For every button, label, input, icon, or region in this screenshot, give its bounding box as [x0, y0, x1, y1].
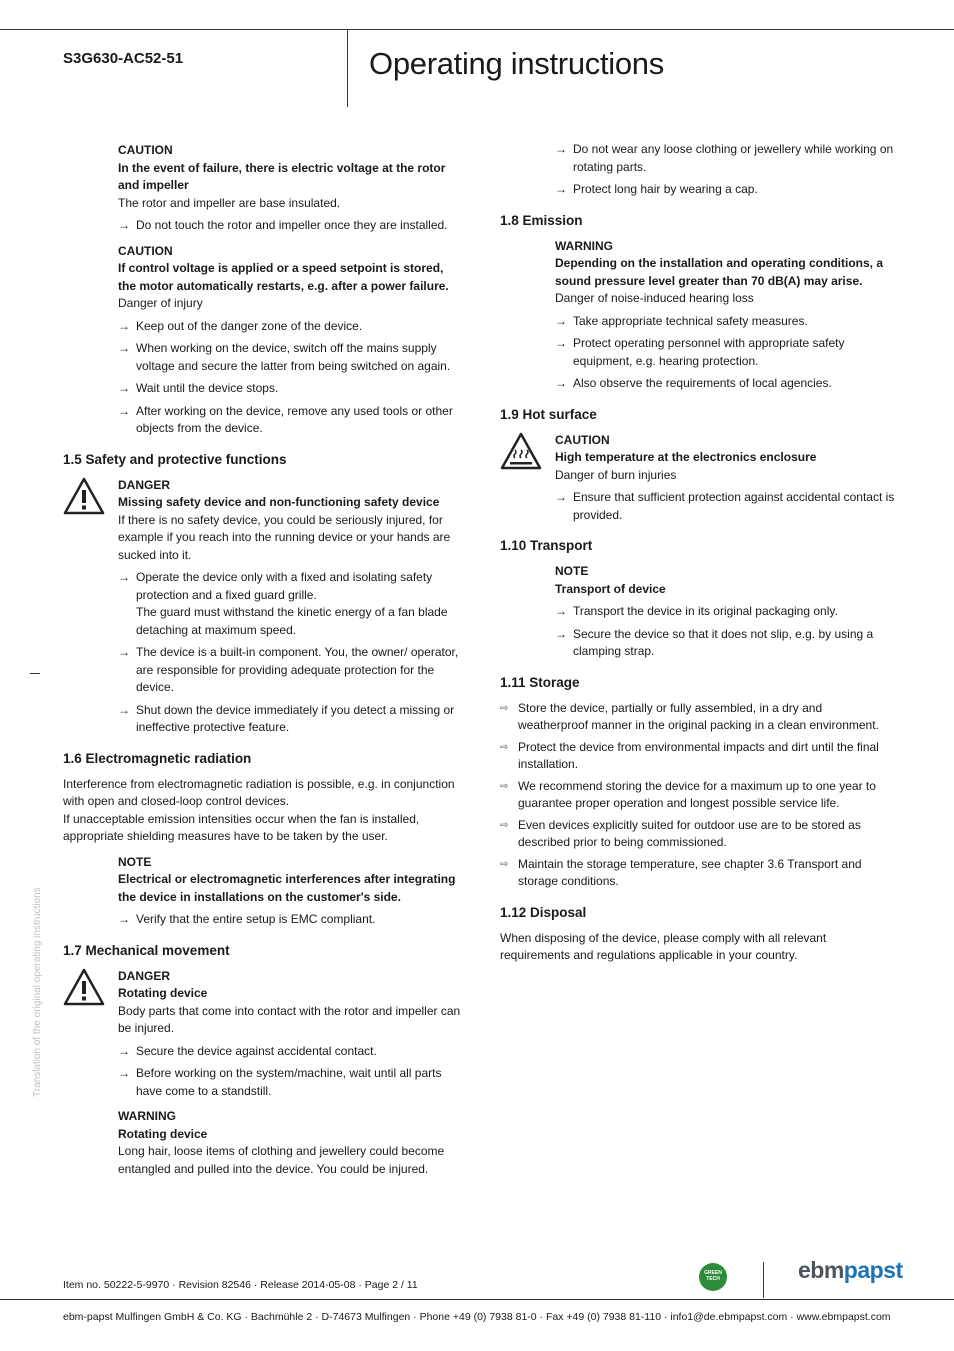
margin-mark [30, 673, 40, 674]
hollow-arrow-icon: ⇨ [500, 858, 509, 870]
caution-text: Danger of burn injuries [555, 467, 677, 482]
item-text: Operate the device only with a fixed and isolating safety protection and a fixed guard grille. [136, 570, 433, 602]
paragraph: Interference from electromagnetic radiation is possible, e.g. in conjunction with open and closed-loop control devices. [63, 776, 455, 808]
note-block-emc [63, 854, 463, 929]
item-text: Protect the device from environmental impacts and dirt until the final installation. [518, 739, 879, 771]
arrow-icon: → [555, 376, 567, 390]
danger-block-rotating [63, 968, 463, 1179]
note-headline: Electrical or electromagnetic interferences after integrating the device in installations on the customer's side. [118, 872, 456, 904]
arrow-icon: → [555, 142, 567, 156]
item-text: Protect long hair by wearing a cap. [573, 182, 758, 196]
section-heading-1-12: 1.12 Disposal [500, 904, 587, 920]
list-item [555, 375, 895, 393]
danger-text: Body parts that come into contact with the rotor and impeller can be injured. [118, 1003, 461, 1035]
item-text: Keep out of the danger zone of the device. [136, 318, 363, 333]
arrow-icon: → [118, 381, 130, 395]
item-text: Ensure that sufficient protection against accidental contact is provided. [573, 490, 895, 522]
list-item [500, 778, 895, 813]
list-item [555, 141, 895, 176]
note-label: NOTE [118, 854, 152, 869]
item-text: Transport the device in its original packaging only. [573, 604, 838, 618]
paragraph: If unacceptable emission intensities occur when the fan is installed, appropriate shielding measures have to be taken by the user. [63, 811, 420, 843]
greentech-label: GREEN TECH [704, 1270, 722, 1282]
list-item [555, 181, 895, 199]
item-text: Secure the device so that it does not slip, e.g. by using a clamping strap. [573, 626, 874, 658]
section-heading-1-5: 1.5 Safety and protective functions [63, 451, 287, 467]
side-note: Translation of the original operating instructions [32, 887, 43, 1097]
left-column [63, 142, 463, 1184]
danger-block-safety [63, 477, 463, 737]
caution-text: Danger of injury [118, 296, 203, 310]
caution-label: CAUTION [555, 432, 610, 447]
arrow-icon: → [555, 313, 567, 328]
header-top-line [0, 29, 954, 30]
caution-label: CAUTION [118, 243, 173, 258]
list-item [500, 700, 895, 735]
item-text: Before working on the system/machine, wait until all parts have come to a standstill. [136, 1066, 442, 1098]
section-heading-1-6: 1.6 Electromagnetic radiation [63, 750, 252, 766]
arrow-icon: → [118, 1066, 130, 1080]
header-divider [347, 29, 348, 107]
caution-label: CAUTION [118, 143, 173, 157]
item-text: We recommend storing the device for a maximum up to one year to guarantee proper operation and longest possible service life. [518, 778, 876, 810]
continued-items [500, 141, 895, 199]
item-text: Do not touch the rotor and impeller once they are installed. [136, 218, 448, 232]
warning-block-emission [500, 238, 895, 393]
list-item [118, 569, 463, 639]
note-label: NOTE [555, 564, 589, 578]
arrow-icon: → [555, 336, 567, 350]
item-text: Do not wear any loose clothing or jewellery while working on rotating parts. [573, 142, 894, 174]
caution-headline: If control voltage is applied or a speed setpoint is stored, the motor automatically restarts, e.g. after a power failure. [118, 261, 449, 293]
caution-block-hot-surface [500, 432, 895, 525]
list-item [118, 1043, 463, 1061]
model-number: S3G630-AC52-51 [63, 50, 184, 67]
hot-surface-icon [500, 432, 542, 470]
ebmpapst-logo [798, 1257, 903, 1283]
danger-headline: Rotating device [118, 986, 208, 1000]
warning-text: Long hair, loose items of clothing and jewellery could become entangled and pulled into the device. You could be injured. [118, 1144, 445, 1176]
item-text: Secure the device against accidental contact. [136, 1043, 377, 1058]
company-info: ebm-papst Mulfingen GmbH & Co. KG · Bachmühle 2 · D-74673 Mulfingen · Phone +49 (0) 7938 81-0 · Fax +49 (0) 7938 81-110 · info1@de.ebmpapst.com · www.ebmpapst.com [63, 1311, 891, 1323]
danger-label: DANGER [118, 477, 171, 492]
item-text: Shut down the device immediately if you detect a missing or ineffective protective feature. [136, 702, 455, 734]
item-text: Take appropriate technical safety measures. [573, 313, 808, 328]
item-text: When working on the device, switch off the mains supply voltage and secure the latter from being switched on again. [136, 341, 451, 373]
item-extra-text: The guard must withstand the kinetic energy of a fan blade detaching at maximum speed. [136, 605, 448, 637]
warning-label: WARNING [118, 1109, 176, 1123]
warning-headline: Rotating device [118, 1126, 208, 1141]
section-heading-1-10: 1.10 Transport [500, 538, 593, 553]
arrow-icon: → [555, 604, 567, 618]
note-block-transport [500, 563, 895, 661]
arrow-icon: → [118, 702, 130, 717]
warning-label: WARNING [555, 238, 613, 253]
storage-list [500, 700, 895, 891]
list-item [118, 911, 463, 929]
caution-text: The rotor and impeller are base insulated. [118, 195, 341, 210]
item-text: Protect operating personnel with appropriate safety equipment, e.g. hearing protection. [573, 336, 845, 368]
item-text: Store the device, partially or fully assembled, in a dry and weatherproof manner in the original packing in a clean environment. [518, 700, 879, 732]
arrow-icon: → [118, 570, 130, 584]
section-heading-1-9: 1.9 Hot surface [500, 406, 597, 422]
list-item [555, 335, 895, 370]
footer-divider [763, 1262, 764, 1298]
right-column [500, 136, 895, 965]
list-item [118, 217, 463, 235]
arrow-icon: → [555, 490, 567, 504]
arrow-icon: → [118, 912, 130, 926]
hollow-arrow-icon: ⇨ [500, 819, 509, 831]
list-item [118, 702, 463, 737]
arrow-icon: → [555, 626, 567, 641]
danger-headline: Missing safety device and non-functioning safety device [118, 495, 440, 509]
warning-triangle-icon [63, 968, 105, 1006]
paragraph: When disposing of the device, please comply with all relevant requirements and regulations applicable in your country. [500, 930, 827, 962]
caution-block-voltage [63, 142, 463, 235]
list-item [555, 603, 895, 621]
document-info: Item no. 50222-5-9970 · Revision 82546 · Release 2014-05-08 · Page 2 / 11 [63, 1279, 418, 1291]
list-item [118, 318, 463, 336]
list-item [500, 856, 895, 891]
arrow-icon: → [118, 318, 130, 333]
list-item [118, 403, 463, 438]
section-heading-1-8: 1.8 Emission [500, 212, 583, 228]
list-item [500, 739, 895, 774]
arrow-icon: → [118, 403, 130, 418]
note-headline: Transport of device [555, 581, 666, 596]
arrow-icon: → [118, 218, 130, 232]
hollow-arrow-icon: ⇨ [500, 702, 509, 714]
item-text: Maintain the storage temperature, see chapter 3.6 Transport and storage conditions. [518, 856, 862, 888]
section-heading-1-11: 1.11 Storage [500, 674, 580, 690]
list-item [118, 340, 463, 375]
section-heading-1-7: 1.7 Mechanical movement [63, 942, 230, 958]
page-title: Operating instructions [369, 46, 664, 81]
item-text: Even devices explicitly suited for outdoor use are to be stored as described prior to being commissioned. [518, 817, 861, 849]
arrow-icon: → [555, 182, 567, 196]
list-item [118, 1065, 463, 1100]
item-text: Wait until the device stops. [136, 381, 279, 395]
caution-headline: High temperature at the electronics enclosure [555, 450, 817, 464]
warning-triangle-icon [63, 477, 105, 515]
list-item [500, 817, 895, 852]
list-item [118, 380, 463, 398]
list-item [118, 644, 463, 697]
list-item [555, 313, 895, 331]
logo-part-ebm: ebm [798, 1257, 844, 1283]
hollow-arrow-icon: ⇨ [500, 741, 509, 753]
footer-line [0, 1299, 954, 1300]
list-item [555, 489, 895, 524]
arrow-icon: → [118, 341, 130, 355]
item-text: The device is a built-in component. You, the owner/ operator, are responsible for providing adequate protection for the device. [136, 645, 459, 694]
hollow-arrow-icon: ⇨ [500, 780, 509, 792]
warning-text: Danger of noise-induced hearing loss [555, 291, 754, 305]
greentech-logo [699, 1263, 727, 1291]
arrow-icon: → [118, 645, 130, 659]
item-text: Also observe the requirements of local agencies. [573, 376, 832, 390]
item-text: After working on the device, remove any used tools or other objects from the device. [136, 403, 453, 435]
logo-part-papst: papst [843, 1257, 903, 1283]
warning-headline: Depending on the installation and operating conditions, a sound pressure level greater than 70 dB(A) may arise. [555, 256, 884, 288]
item-text: Verify that the entire setup is EMC compliant. [136, 912, 376, 926]
caution-headline: In the event of failure, there is electric voltage at the rotor and impeller [118, 160, 446, 192]
danger-label: DANGER [118, 968, 171, 983]
arrow-icon: → [118, 1043, 130, 1058]
caution-block-restart [63, 243, 463, 438]
list-item [555, 626, 895, 661]
danger-text: If there is no safety device, you could be seriously injured, for example if you reach into the running device or your hands are sucked into it. [118, 512, 451, 562]
